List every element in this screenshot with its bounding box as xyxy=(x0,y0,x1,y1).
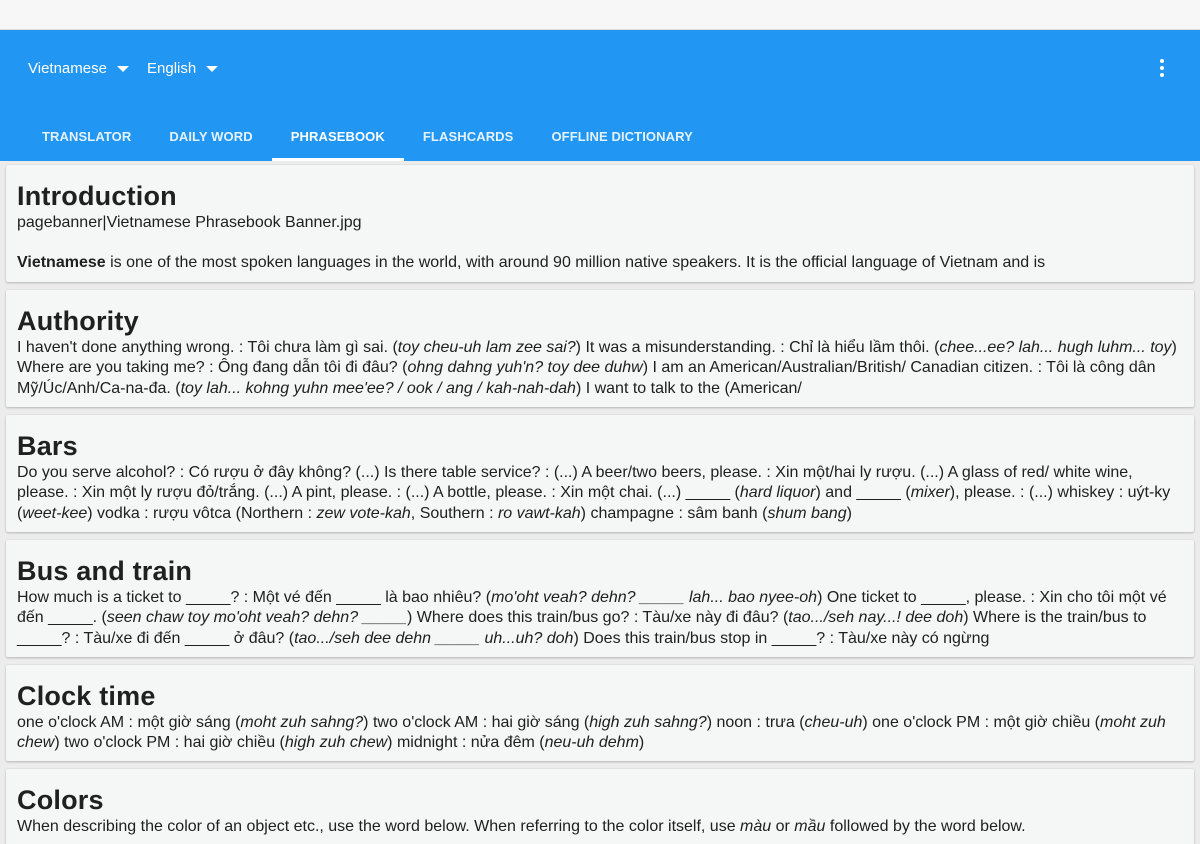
section-card-clock-time[interactable] xyxy=(6,665,1194,761)
section-card-bus-and-train[interactable] xyxy=(6,540,1194,657)
section-title: Introduction xyxy=(17,181,177,211)
source-language-label: Vietnamese xyxy=(28,59,107,77)
dropdown-arrow-icon xyxy=(117,66,129,72)
tab-bar xyxy=(0,112,712,161)
section-title: Clock time xyxy=(17,681,156,711)
tab-daily-word[interactable]: DAILY WORD xyxy=(169,129,253,144)
tab-flashcards[interactable]: FLASHCARDS xyxy=(422,129,514,144)
status-bar xyxy=(0,0,1200,30)
tab-offline-dictionary[interactable]: OFFLINE DICTIONARY xyxy=(551,129,693,144)
section-card-colors[interactable] xyxy=(6,769,1194,844)
tab-phrasebook[interactable]: PHRASEBOOK xyxy=(272,112,404,161)
target-language-label: English xyxy=(147,59,197,77)
section-title: Colors xyxy=(17,785,104,815)
section-body: I haven't done anything wrong. : Tôi chưa làm gì sai. (toy cheu-uh lam zee sai?) It was a misunderstanding. : Chỉ là hiểu lầm thôi. (chee...ee? lah... hugh luhm... toy) Where are you taking me? : Ông đang dẫn tôi đi đâu? (ohng dahng yuh'n? toy dee duhw) I am an American/Australian/British/ Canadian citizen. : Tôi là công dân Mỹ/Úc/Anh/Ca-na-đa. (toy lah... kohng yuhn mee'ee? / ook / ang / kah-nah-dah) I want to talk to the (American/ xyxy=(17,339,1177,397)
section-title: Bus and train xyxy=(17,556,193,586)
section-body: When describing the color of an object etc., use the word below. When referring to the color itself, use màu or mầu followed by the word below. xyxy=(17,818,1026,835)
section-body: one o'clock AM : một giờ sáng (moht zuh sahng?) two o'clock AM : hai giờ sáng (high zuh sahng?) noon : trưa (cheu-uh) one o'clock PM : một giờ chiều (moht zuh chew) two o'clock PM : hai giờ chiều (high zuh chew) midnight : nửa đêm (neu-uh dehm) xyxy=(17,714,1166,752)
section-card-authority[interactable] xyxy=(6,290,1194,407)
section-title: Bars xyxy=(17,431,78,461)
section-card-introduction[interactable] xyxy=(6,165,1194,282)
dropdown-arrow-icon xyxy=(206,66,218,72)
source-language-dropdown[interactable] xyxy=(28,58,129,78)
section-body: How much is a ticket to _____? : Một vé đến _____ là bao nhiêu? (mo'oht veah? dehn? _____ lah... bao nyee-oh) One ticket to _____, please. : Xin cho tôi một vé đến _____. (seen chaw toy mo'oht veah? dehn? _____) Where does this train/bus go? : Tàu/xe này đi đâu? (tao.../seh nay...! dee doh) Where is the train/bus to _____? : Tàu/xe đi đến _____ ở đâu? (tao.../seh dee dehn _____ uh...uh? doh) Does this train/bus stop in _____? : Tàu/xe này có ngừng xyxy=(17,589,1167,647)
phrasebook-list xyxy=(0,161,1200,844)
section-body: Vietnamese is one of the most spoken languages in the world, with around 90 million native speakers. It is the official language of Vietnam and is xyxy=(17,254,1046,272)
app-bar xyxy=(0,30,1200,161)
tab-translator[interactable]: TRANSLATOR xyxy=(42,129,132,144)
section-title: Authority xyxy=(17,306,139,336)
target-language-dropdown[interactable] xyxy=(147,58,218,78)
more-vert-icon[interactable] xyxy=(1148,54,1176,82)
section-banner-text: pagebanner|Vietnamese Phrasebook Banner.jpg xyxy=(17,214,362,231)
section-card-bars[interactable] xyxy=(6,415,1194,532)
section-body: Do you serve alcohol? : Có rượu ở đây không? (...) Is there table service? : (...) A beer/two beers, please. : Xin một/hai ly rượu. (...) A glass of red/ white wine, please. : Xin một ly rượu đỏ/trắng. (...) A pint, please. : (...) A bottle, please. : Xin một chai. (...) _____ (hard liquor) and _____ (mixer), please. : (...) whiskey : uýt-ky (weet-kee) vodka : rượu vôtca (Northern : zew vote-kah, Southern : ro vawt-kah) champagne : sâm banh (shum bang) xyxy=(17,464,1171,522)
